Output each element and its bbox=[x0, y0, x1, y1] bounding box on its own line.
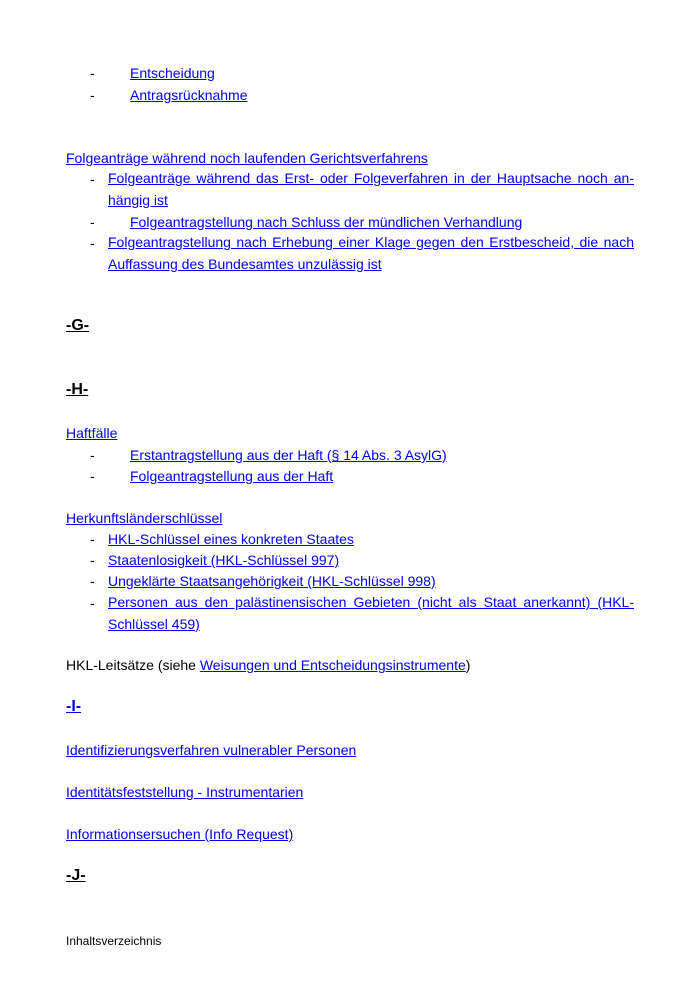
list-dash: - bbox=[90, 573, 95, 589]
list-dash: - bbox=[90, 531, 95, 547]
link-identifizierungsverfahren[interactable]: Identifizierungsverfahren vulnerabler Personen bbox=[66, 742, 357, 758]
heading-g: -G- bbox=[66, 317, 90, 334]
hkl-leitsaetze-suffix: ) bbox=[465, 657, 471, 673]
link-weisungen-entscheidungsinstrumente[interactable]: Weisungen und Entscheidungsinstrumente bbox=[199, 657, 466, 673]
link-informationsersuchen[interactable]: Informationsersuchen (Info Request) bbox=[66, 826, 294, 842]
list-dash: - bbox=[90, 552, 95, 568]
link-folgeantraege-hauptsache[interactable]: Folgeanträge während das Erst- oder Folgeverfahren in der Hauptsache noch anhängig ist bbox=[108, 170, 634, 208]
list-dash: - bbox=[90, 65, 95, 81]
list-dash: - bbox=[90, 214, 95, 230]
hkl-leitsaetze-prefix: HKL-Leitsätze (siehe bbox=[66, 657, 200, 673]
link-antragsruecknahme[interactable]: Antragsrücknahme bbox=[130, 87, 248, 103]
link-folgeantraege-gerichtsverfahren[interactable]: Folgeanträge während noch laufenden Gerichtsverfahrens bbox=[66, 150, 428, 166]
link-palaestinensische-gebiete[interactable]: Personen aus den palästinensischen Gebieten (nicht als Staat anerkannt) (HKL-Schlüssel 459) bbox=[108, 594, 634, 632]
heading-j: -J- bbox=[66, 867, 86, 884]
list-dash: - bbox=[90, 235, 95, 251]
footer-inhaltsverzeichnis: Inhaltsverzeichnis bbox=[66, 934, 162, 948]
link-haftfaelle[interactable]: Haftfälle bbox=[66, 425, 118, 441]
list-dash: - bbox=[90, 595, 95, 611]
link-erstantrag-haft[interactable]: Erstantragstellung aus der Haft (§ 14 Abs. 3 AsylG) bbox=[130, 447, 447, 463]
link-folgeantrag-klage-erstbescheid[interactable]: Folgeantragstellung nach Erhebung einer Klage gegen den Erstbescheid, die nach Auffassung des Bundesamtes unzulässig ist bbox=[108, 234, 634, 272]
list-dash: - bbox=[90, 87, 95, 103]
list-dash: - bbox=[90, 171, 95, 187]
list-item bbox=[108, 592, 634, 635]
link-folgeantrag-schluss-verhandlung[interactable]: Folgeantragstellung nach Schluss der mündlichen Verhandlung bbox=[130, 214, 523, 230]
link-staatenlosigkeit[interactable]: Staatenlosigkeit (HKL-Schlüssel 997) bbox=[108, 552, 340, 568]
link-ungeklaerte-staatsangehoerigkeit[interactable]: Ungeklärte Staatsangehörigkeit (HKL-Schlüssel 998) bbox=[108, 573, 436, 589]
list-dash: - bbox=[90, 468, 95, 484]
heading-h: -H- bbox=[66, 381, 89, 398]
link-entscheidung[interactable]: Entscheidung bbox=[130, 65, 215, 81]
list-item bbox=[108, 232, 634, 275]
link-herkunftslaenderschluessel[interactable]: Herkunftsländerschlüssel bbox=[66, 510, 223, 526]
list-dash: - bbox=[90, 447, 95, 463]
list-item bbox=[108, 168, 634, 211]
link-identitaetsfeststellung[interactable]: Identitätsfeststellung - Instrumentarien bbox=[66, 784, 304, 800]
link-hkl-konkreter-staat[interactable]: HKL-Schlüssel eines konkreten Staates bbox=[108, 531, 354, 547]
link-folgeantrag-haft[interactable]: Folgeantragstellung aus der Haft bbox=[130, 468, 334, 484]
hkl-leitsaetze-line bbox=[66, 656, 470, 674]
heading-i[interactable]: -I- bbox=[66, 698, 82, 715]
